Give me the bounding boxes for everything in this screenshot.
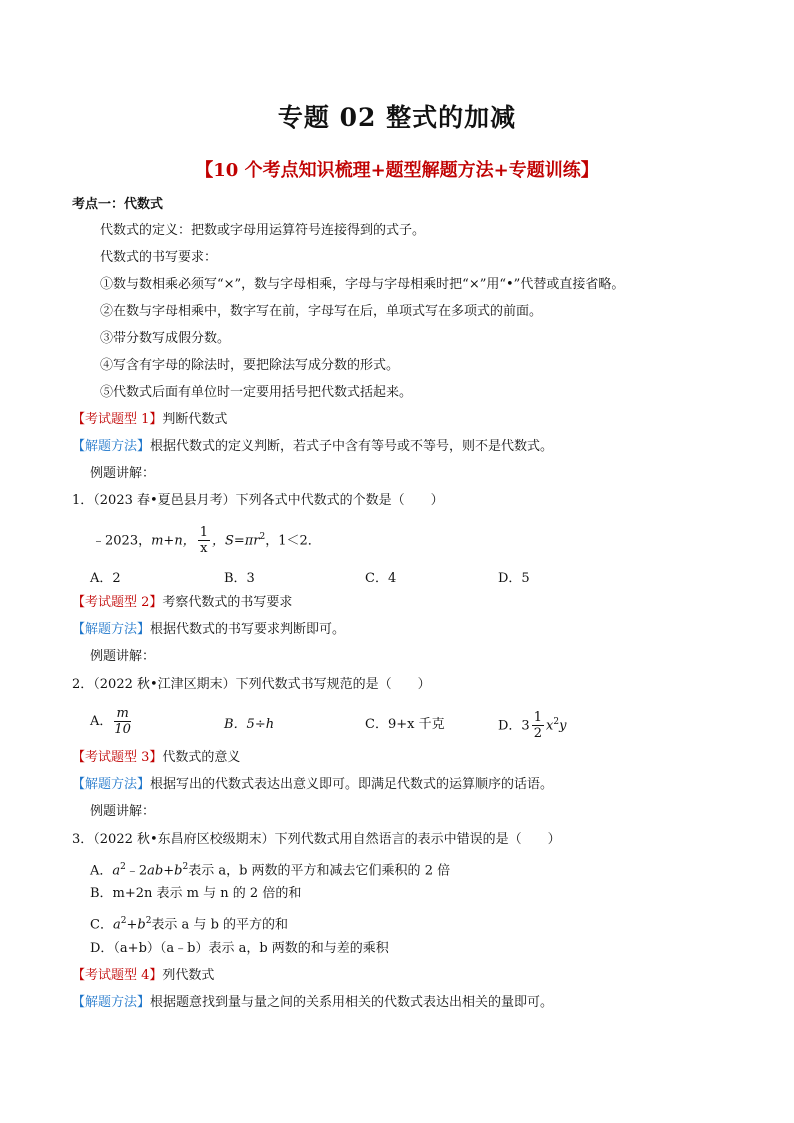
requirement-4: ④写含有字母的除法时，要把除法写成分数的形式。 bbox=[100, 358, 400, 373]
expr-mn: m+n， bbox=[151, 533, 196, 549]
requirement-1: ①数与数相乘必须写“×”，数与字母相乘，字母与字母相乘时把“×”用“•”代替或直接省略。 bbox=[100, 277, 625, 292]
example-label: 例题讲解： bbox=[90, 466, 156, 481]
question-type-text: 代数式的意义 bbox=[162, 750, 241, 765]
method-4 bbox=[72, 994, 553, 1012]
question-2: 2．（2022 秋•江津区期末）下列代数式书写规范的是（ ） bbox=[72, 677, 431, 692]
question-type-tag: 【考试题型 4】 bbox=[72, 968, 163, 983]
fraction-1-over-2: $\frac{1}{2}$ bbox=[533, 710, 542, 742]
method-3 bbox=[72, 776, 553, 794]
example-label: 例题讲解： bbox=[90, 804, 156, 819]
q2-option-b: B．5÷h bbox=[224, 717, 275, 732]
method-text: 根据代数式的书写要求判断即可。 bbox=[150, 622, 346, 637]
q3-option-b: B．m+2n 表示 m 与 n 的 2 倍的和 bbox=[90, 886, 302, 901]
q1-option-b: B．3 bbox=[224, 571, 255, 586]
definition-text: 代数式的定义：把数或字母用运算符号连接得到的式子。 bbox=[100, 223, 426, 238]
question-type-2 bbox=[72, 594, 292, 612]
question-type-tag: 【考试题型 2】 bbox=[72, 595, 163, 610]
requirement-3: ③带分数写成假分数。 bbox=[100, 331, 231, 346]
page-subtitle: 【10 个考点知识梳理+题型解题方法+专题训练】 bbox=[195, 160, 599, 181]
question-type-tag: 【考试题型 1】 bbox=[72, 412, 163, 427]
question-type-text: 考察代数式的书写要求 bbox=[162, 595, 293, 610]
q1-option-a: A．2 bbox=[90, 571, 121, 586]
method-tag: 【解题方法】 bbox=[72, 995, 151, 1010]
question-1-expressions: ﹣2023，m+n， $\frac{1}{x}$ ，$S=\pi r^2$，1＜2． bbox=[92, 525, 321, 557]
expr-area: ，S=πr bbox=[211, 533, 260, 549]
page-title: 专题 02 整式的加减 bbox=[277, 103, 517, 132]
q2-option-a: A． $\frac{m}{10}$ bbox=[90, 706, 131, 737]
q2-option-c: C．9+x 千克 bbox=[365, 717, 445, 732]
q1-option-d: D．5 bbox=[498, 571, 530, 586]
method-tag: 【解题方法】 bbox=[72, 622, 151, 637]
method-text: 根据代数式的定义判断，若式子中含有等号或不等号，则不是代数式。 bbox=[150, 439, 554, 454]
question-type-text: 判断代数式 bbox=[162, 412, 228, 427]
fraction-m-over-10: $\frac{m}{10}$ bbox=[114, 706, 131, 737]
q1-option-c: C．4 bbox=[365, 571, 397, 586]
q3-option-a: A．$a^2﹣2ab+b^2$表示 a，b 两数的平方和减去它们乘积的 2 倍 bbox=[90, 862, 451, 879]
method-text: 根据题意找到量与量之间的关系用相关的代数式表达出相关的量即可。 bbox=[150, 995, 554, 1010]
expr-neg: ﹣2023， bbox=[92, 533, 152, 549]
question-type-1 bbox=[72, 411, 227, 429]
question-type-tag: 【考试题型 3】 bbox=[72, 750, 163, 765]
method-tag: 【解题方法】 bbox=[72, 777, 151, 792]
example-label: 例题讲解： bbox=[90, 649, 156, 664]
fraction-1-over-x: $\frac{1}{x}$ bbox=[199, 525, 208, 557]
method-2 bbox=[72, 621, 345, 639]
method-tag: 【解题方法】 bbox=[72, 439, 151, 454]
requirement-2: ②在数与字母相乘中，数字写在前，字母写在后，单项式写在多项式的前面。 bbox=[100, 304, 543, 319]
q3-option-c: C．$a^2+b^2$表示 a 与 b 的平方的和 bbox=[90, 916, 289, 933]
requirement-title: 代数式的书写要求： bbox=[100, 250, 218, 265]
method-text: 根据写出的代数式表达出意义即可。即满足代数式的运算顺序的话语。 bbox=[150, 777, 554, 792]
q3-option-d: D．（a+b）（a﹣b）表示 a，b 两数的和与差的乘积 bbox=[90, 941, 389, 956]
q2-option-d: D．3 $\frac{1}{2}$ $x^2y$ bbox=[498, 710, 567, 742]
question-3: 3．（2022 秋•东昌府区校级期末）下列代数式用自然语言的表示中错误的是（ ） bbox=[72, 832, 561, 847]
requirement-5: ⑤代数式后面有单位时一定要用括号把代数式括起来。 bbox=[100, 385, 413, 400]
question-1: 1．（2023 春•夏邑县月考）下列各式中代数式的个数是（ ） bbox=[72, 493, 444, 508]
question-type-4 bbox=[72, 967, 214, 985]
question-type-text: 列代数式 bbox=[162, 968, 215, 983]
section-heading: 考点一：代数式 bbox=[72, 197, 164, 212]
question-type-3 bbox=[72, 749, 240, 767]
method-1 bbox=[72, 438, 553, 456]
expr-ineq: ，1＜2． bbox=[265, 533, 321, 549]
